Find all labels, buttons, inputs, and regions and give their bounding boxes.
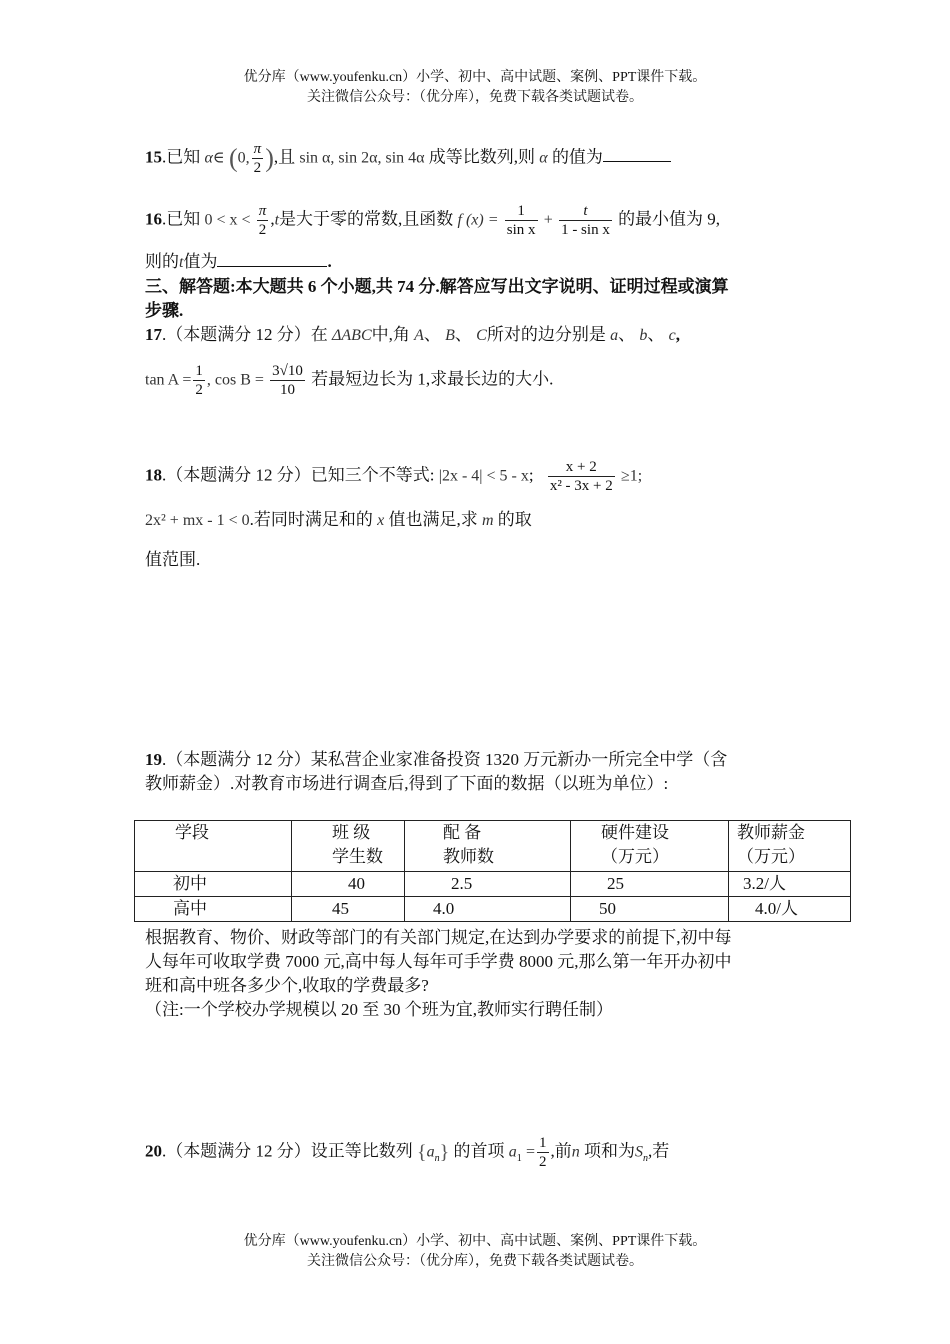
t-symbol: t xyxy=(274,211,280,229)
question-18-line-3: 值范围. xyxy=(145,550,201,569)
q15-text-1: .已知 xyxy=(162,147,201,167)
question-19-note: （注:一个学校办学规模以 20 至 30 个班为宜,教师实行聘任制） xyxy=(145,1000,613,1019)
sine-sequence: sin α, sin 2α, sin 4α xyxy=(299,149,425,167)
table-cell: 2.5 xyxy=(405,872,571,897)
cos-b-fraction: $\frac{3√10}{10}$ xyxy=(272,363,303,398)
q16-text-4: 的最小值为 9, xyxy=(618,209,721,229)
table-cell: 50 xyxy=(571,897,729,922)
section-3-title-line-2: 步骤. xyxy=(145,301,184,320)
question-19-paragraph-1: 根据教育、物价、财政等部门的有关部门规定,在达到办学要求的前提下,初中每 xyxy=(145,928,732,947)
table-cell: 高中 xyxy=(135,897,292,922)
header-line-1: 优分库（www.youfenku.cn）小学、初中、高中试题、案例、PPT课件下载。 xyxy=(243,70,707,85)
interval-start: 0, xyxy=(237,149,250,167)
element-of-symbol: ∈ xyxy=(212,149,225,167)
question-19-line-2: 教师薪金）.对教育市场进行调查后,得到了下面的数据（以班为单位）: xyxy=(145,774,669,793)
question-17-line-2: tan A = $\frac{1}{2}$ , cos B = $\frac{3√10}{10}$ 若最短边长为 1,求最长边的大小. xyxy=(145,363,554,398)
q15-text-2: ,且 xyxy=(273,147,296,167)
table-cell: 45 xyxy=(292,897,405,922)
question-18: 18.（本题满分 12 分）已知三个不等式: |2x - 4| < 5 - x; $\frac{x + 2}{\text{x² - 3x + 2}}$ ≥1; xyxy=(145,459,643,494)
question-16: 16.已知 0 < x < $\frac{\pi}{2}$ ,t是大于零的常数,且函数 f (x) = $\frac{1}{\text{sin x}}$ + $\frac{t}{\text{1 - sin x}}$ 的最小值为 9, xyxy=(145,203,721,238)
question-18-line-2: 2x² + mx - 1 < 0.若同时满足和的 x 值也满足,求 m 的取 xyxy=(145,510,532,529)
table-cell: 初中 xyxy=(135,872,292,897)
table-cell: 4.0 xyxy=(405,897,571,922)
q16-text-3: 是大于零的常数,且函数 xyxy=(279,209,454,229)
q15-text-4: 的值为 xyxy=(551,147,603,167)
inequality-1: |2x - 4| < 5 - x xyxy=(438,467,529,485)
alpha-symbol-2: α xyxy=(539,149,548,167)
footer-line-1: 优分库（www.youfenku.cn）小学、初中、高中试题、案例、PPT课件下载。 xyxy=(243,1234,707,1249)
fraction-t-over-one-minus-sinx: $\frac{t}{\text{1 - sin x}}$ xyxy=(561,203,610,238)
question-19-paragraph-2: 人每年可收取学费 7000 元,高中每人每年可手学费 8000 元,那么第一年开办初中 xyxy=(145,952,732,971)
table-cell: 25 xyxy=(571,872,729,897)
header-line-2: 关注微信公众号：（优分库），免费下载各类试题试卷。 xyxy=(307,90,643,105)
section-3-title: 三、解答题:本大题共 6 个小题,共 74 分.解答应写出文字说明、证明过程或演算 xyxy=(145,277,729,296)
inequality-3: 2x² + mx - 1 < 0 xyxy=(145,512,250,529)
inequality: 0 < x < xyxy=(204,211,251,229)
question-19-paragraph-3: 班和高中班各多少个,收取的学费最多? xyxy=(145,976,429,995)
alpha-symbol: α xyxy=(204,149,213,167)
triangle-abc: ΔABC xyxy=(332,327,372,344)
answer-blank xyxy=(217,266,327,267)
half-fraction: $\frac{1}{2}$ xyxy=(195,363,203,398)
question-number: 17 xyxy=(145,325,162,344)
table-header-cell: 学段 xyxy=(135,821,292,872)
table-cell: 4.0/人 xyxy=(729,897,851,922)
table-row xyxy=(135,872,851,897)
question-number: 18 xyxy=(145,465,162,485)
inequality-2-fraction: $\frac{x + 2}{\text{x² - 3x + 2}}$ xyxy=(549,459,613,494)
fraction-one-over-sinx: $\frac{1}{\text{sin x}}$ xyxy=(506,203,536,238)
tan-a: tan A = xyxy=(145,371,192,389)
question-19: 19.（本题满分 12 分）某私营企业家准备投资 1320 万元新办一所完全中学（含 xyxy=(145,750,728,769)
function-f: f (x) = xyxy=(457,211,499,229)
table-header-row xyxy=(135,821,851,872)
q15-text-3: 成等比数列,则 xyxy=(428,147,536,167)
footer-line-2: 关注微信公众号：（优分库），免费下载各类试题试卷。 xyxy=(307,1254,643,1269)
table-row xyxy=(135,897,851,922)
pi-over-two-fraction: $\frac{\pi}{2}$ xyxy=(258,203,267,238)
question-17: 17.（本题满分 12 分）在 ΔABC中,角 A、 B、 C所对的边分别是 a、 b、 c, xyxy=(145,325,680,344)
question-20: 20.（本题满分 12 分）设正等比数列 $\{a_n\}$ 的首项 $a_1$ = $\frac{1}{2}$ ,前n 项和为$S_n$,若 xyxy=(145,1135,670,1170)
table-cell: 40 xyxy=(292,872,405,897)
table-cell: 3.2/人 xyxy=(729,872,851,897)
data-table xyxy=(134,820,851,922)
table-header-cell: 教师薪金 （万元） xyxy=(729,821,851,872)
half-fraction: $\frac{1}{2}$ xyxy=(539,1135,547,1170)
table-header-cell: 配 备 教师数 xyxy=(405,821,571,872)
pi-over-two-fraction: $\frac{\pi}{2}$ xyxy=(253,141,262,176)
table-header-cell: 硬件建设 （万元） xyxy=(571,821,729,872)
answer-blank xyxy=(603,161,671,162)
question-number: 15 xyxy=(145,147,162,167)
q16-text-1: .已知 xyxy=(162,209,201,229)
question-number: 20 xyxy=(145,1141,162,1161)
cos-b: , cos B = xyxy=(206,371,264,389)
question-number: 19 xyxy=(145,750,162,769)
question-16-line-2: 则的t值为 . xyxy=(145,252,332,271)
question-number: 16 xyxy=(145,209,162,229)
table-header-cell: 班 级 学生数 xyxy=(292,821,405,872)
question-15: 15.已知 α∈ (0, $\frac{\pi}{2}$ ),且 sin α, sin 2α, sin 4α 成等比数列,则 α 的值为 xyxy=(145,140,671,177)
